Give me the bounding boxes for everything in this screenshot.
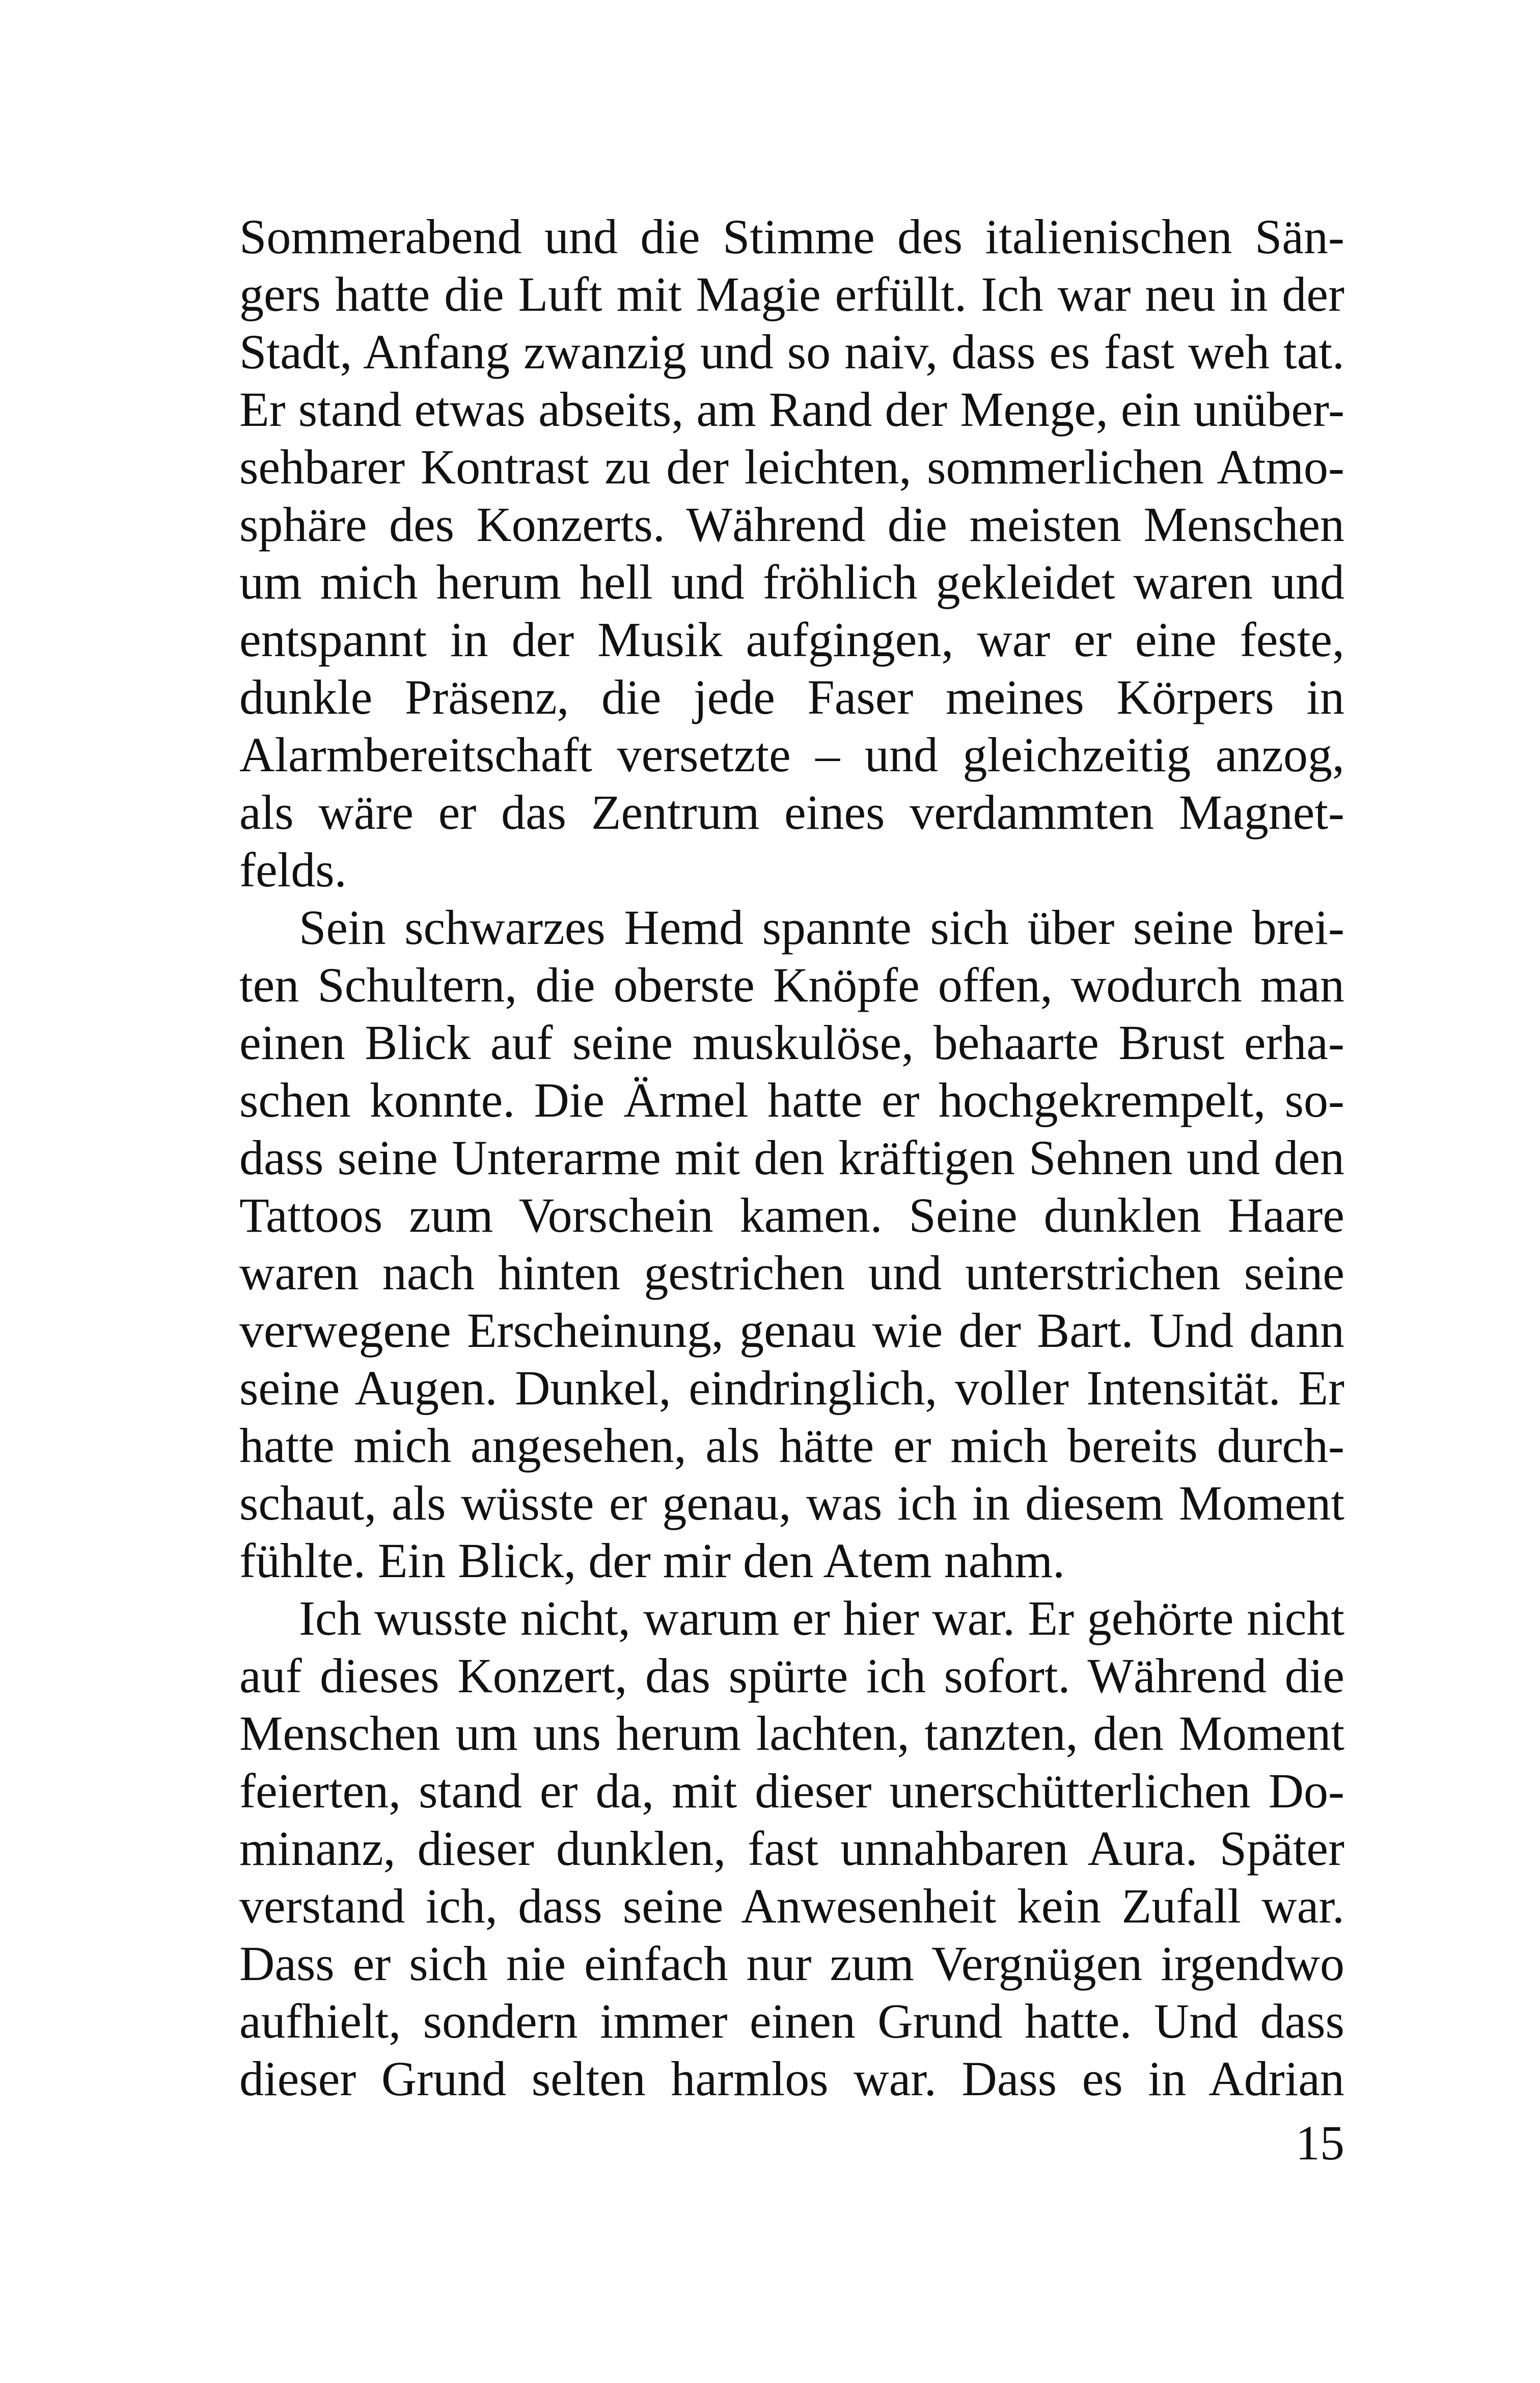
text-line: Dass er sich nie einfach nur zum Vergnügen irgendwo <box>239 1936 1344 1991</box>
text-line: Alarmbereitschaft versetzte – und gleichzeitig anzog, <box>239 727 1344 782</box>
text-line: auf dieses Konzert, das spürte ich sofort. Während die <box>239 1648 1344 1703</box>
text-line: einen Blick auf seine muskulöse, behaarte Brust erha- <box>239 1015 1344 1070</box>
text-line: felds. <box>239 843 347 897</box>
text-line: sphäre des Konzerts. Während die meisten Menschen <box>239 497 1344 552</box>
text-line: Sommerabend und die Stimme des italienischen Sän- <box>239 209 1344 264</box>
text-line: dass seine Unterarme mit den kräftigen Sehnen und den <box>239 1130 1344 1185</box>
text-line: dunkle Präsenz, die jede Faser meines Körpers in <box>239 670 1344 724</box>
page-body <box>239 208 1344 2107</box>
text-line: waren nach hinten gestrichen und unterstrichen seine <box>239 1245 1344 1300</box>
text-line: Sein schwarzes Hemd spannte sich über seine brei- <box>299 900 1344 955</box>
text-line: sehbarer Kontrast zu der leichten, sommerlichen Atmo- <box>239 440 1344 494</box>
text-line: aufhielt, sondern immer einen Grund hatte. Und dass <box>239 1994 1344 2048</box>
text-line: gers hatte die Luft mit Magie erfüllt. Ich war neu in der <box>239 267 1344 321</box>
text-line: entspannt in der Musik aufgingen, war er eine feste, <box>239 612 1344 667</box>
text-line: ten Schultern, die oberste Knöpfe offen, wodurch man <box>239 958 1344 1012</box>
text-line: Stadt, Anfang zwanzig und so naiv, dass es fast weh tat. <box>239 324 1344 379</box>
text-line: verwegene Erscheinung, genau wie der Bart. Und dann <box>239 1303 1344 1358</box>
text-line: als wäre er das Zentrum eines verdammten Magnet- <box>239 785 1344 840</box>
text-line: verstand ich, dass seine Anwesenheit kein Zufall war. <box>239 1879 1344 1933</box>
text-line: Er stand etwas abseits, am Rand der Menge, ein unüber- <box>239 382 1344 437</box>
text-line: um mich herum hell und fröhlich gekleidet waren und <box>239 555 1344 609</box>
text-line: Ich wusste nicht, warum er hier war. Er gehörte nicht <box>299 1591 1344 1645</box>
text-line: schen konnte. Die Ärmel hatte er hochgekrempelt, so- <box>239 1073 1344 1127</box>
text-line: hatte mich angesehen, als hätte er mich bereits durch- <box>239 1418 1344 1473</box>
text-line: Menschen um uns herum lachten, tanzten, den Moment <box>239 1706 1344 1761</box>
text-line: feierten, stand er da, mit dieser unerschütterlichen Do- <box>239 1764 1344 1818</box>
text-line: fühlte. Ein Blick, der mir den Atem nahm. <box>239 1533 1065 1588</box>
text-line: dieser Grund selten harmlos war. Dass es in Adrian <box>239 2051 1344 2106</box>
page-number: 15 <box>1296 2116 1344 2170</box>
text-line: minanz, dieser dunklen, fast unnahbaren Aura. Später <box>239 1821 1344 1876</box>
text-line: Tattoos zum Vorschein kamen. Seine dunklen Haare <box>239 1188 1344 1242</box>
text-line: seine Augen. Dunkel, eindringlich, voller Intensität. Er <box>239 1361 1344 1415</box>
text-line: schaut, als wüsste er genau, was ich in diesem Moment <box>239 1476 1344 1530</box>
